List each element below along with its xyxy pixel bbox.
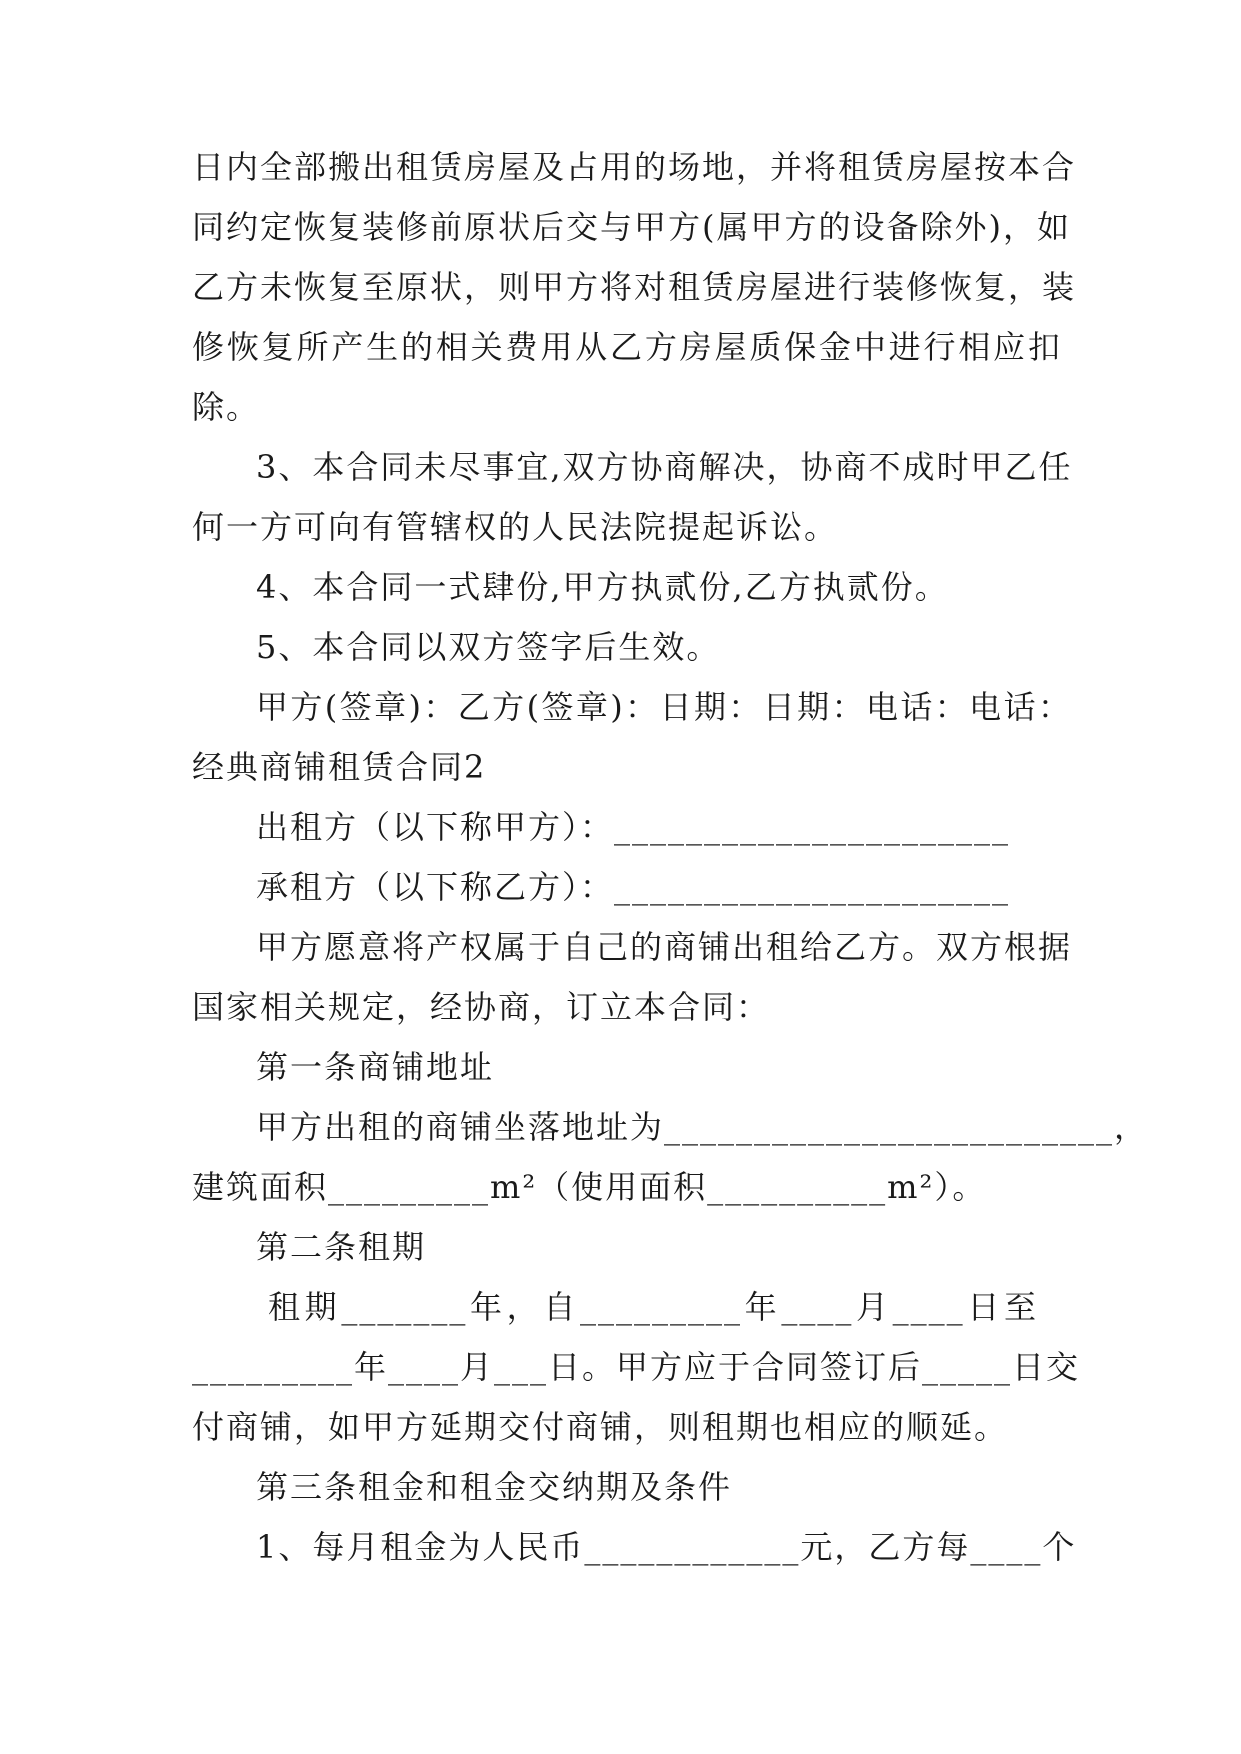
paragraph-line: 日内全部搬出租赁房屋及占用的场地，并将租赁房屋按本合 <box>192 148 1077 186</box>
paragraph-line: 乙方未恢复至原状，则甲方将对租赁房屋进行装修恢复，装 <box>192 268 1077 306</box>
article-heading: 第二条租期 <box>256 1228 427 1266</box>
lease-term-line: 租期_______年，自_________年____月____日至 <box>268 1288 1038 1326</box>
lease-term-line: _________年____月___日。甲方应于合同签订后_____日交 <box>192 1348 1081 1386</box>
paragraph-line: 同约定恢复装修前原状后交与甲方(属甲方的设备除外)，如 <box>192 208 1071 246</box>
lessee-field: 承租方（以下称乙方）：______________________ <box>256 868 1011 906</box>
article-heading: 第一条商铺地址 <box>256 1048 495 1086</box>
paragraph-line: 修恢复所产生的相关费用从乙方房屋质保金中进行相应扣 <box>192 328 1062 366</box>
signature-line: 甲方(签章)：乙方(签章)：日期：日期：电话：电话： <box>256 688 1072 726</box>
paragraph-line: 除。 <box>192 388 261 426</box>
section-title: 经典商铺租赁合同2 <box>192 748 487 786</box>
area-field: 建筑面积_________m²（使用面积__________m²）。 <box>192 1168 987 1206</box>
paragraph-line: 何一方可向有管辖权的人民法院提起诉讼。 <box>192 508 839 546</box>
rent-line: 1、每月租金为人民币____________元，乙方每____个 <box>256 1528 1077 1566</box>
article-heading: 第三条租金和租金交纳期及条件 <box>256 1468 733 1506</box>
paragraph-line: 3、本合同未尽事宜,双方协商解决，协商不成时甲乙任 <box>256 448 1073 486</box>
paragraph-line: 国家相关规定，经协商，订立本合同： <box>192 988 771 1026</box>
lessor-field: 出租方（以下称甲方）：______________________ <box>256 808 1011 846</box>
address-field: 甲方出租的商铺坐落地址为_________________________， <box>256 1108 1149 1146</box>
paragraph-line: 4、本合同一式肆份,甲方执贰份,乙方执贰份。 <box>256 568 949 606</box>
paragraph-line: 甲方愿意将产权属于自己的商铺出租给乙方。双方根据 <box>256 928 1073 966</box>
paragraph-line: 付商铺，如甲方延期交付商铺，则租期也相应的顺延。 <box>192 1408 1009 1446</box>
paragraph-line: 5、本合同以双方签字后生效。 <box>256 628 721 666</box>
